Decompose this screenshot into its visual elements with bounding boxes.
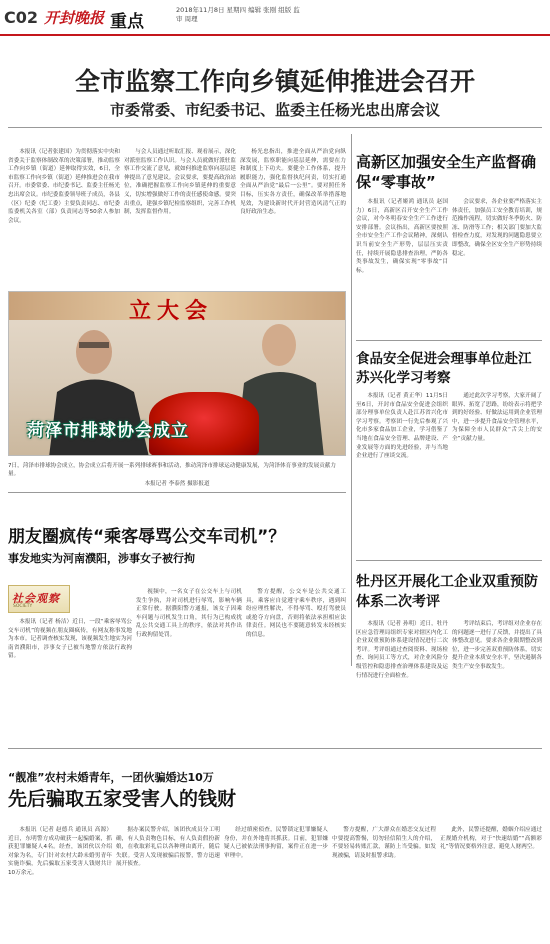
masthead-meta: 2018年11月8日 星期四 编辑 张刚 组版 监审 周理 (176, 6, 300, 23)
mudan-column-1: 本报讯（记者 孙明）近日，牡丹区应急管理局组织专家对辖区内化工企业双重预防体系建设情况进行二次考评。考评组通过查阅资料、现场检查、询问员工等方式，对企业风险分级管控和隐患排查治理体系建设及运行情况进行全面检查。 (356, 621, 448, 679)
divider (8, 492, 346, 493)
news-photo (8, 291, 346, 456)
gx-column-2: 会议要求，各企业要严格落实主体责任，加强员工安全教育培训，规范操作流程，切实做好冬季防火、防冻、防滑等工作；相关部门要加大监督检查力度，对发现的问题隐患要立即整改，确保全区安全生产形势持续稳定。 (452, 199, 542, 257)
fraud-column-1: 本报讯（记者 赵德兵 通讯员 高源）近日，东明警方成功破获一起骗婚案，抓获犯罪嫌疑人4名。经查，该团伙以介绍对象为名，专门针对农村大龄未婚男青年实施诈骗，先后骗取五家受害人钱财共计10万余元。 (8, 827, 112, 876)
photo-caption: 7日，菏泽市排球协会成立，协会成立后将开展一系列排球赛事和活动，推动菏泽市排球运动健康发展，为菏泽体育事业的发展贡献力量。 (8, 463, 336, 478)
gx-column-1: 本报讯（记者姬鸿 通讯员 赵国力）6日，高新区召开安全生产工作会议，对今冬明春安全生产工作进行安排部署。会议指出，高新区要按照全市安全生产工作会议精神，深刻认识当前安全生产形势，层层压实责任，持续开展隐患排查治理，严防各类事故发生，确保实现“零事故”目标。 (356, 199, 448, 274)
fraud-column-3: 经过缜密侦查，民警锁定犯罪嫌疑人身份，并在外地将其抓获。目前，犯罪嫌疑人已被依法刑事拘留，案件正在进一步审理中。 (224, 827, 328, 859)
food-headline: 食品安全促进会理事单位赴江苏兴化学习考察 (356, 351, 532, 386)
fraud-headline: 先后骗取五家受害人的钱财 (8, 788, 237, 810)
bus-subheadline: 事发地实为河南濮阳，涉事女子被行拘 (8, 552, 195, 565)
lead-headline: 全市监察工作向乡镇延伸推进会召开 (74, 67, 475, 96)
food-column-2: 通过此次学习考察，大家开阔了眼界、拓宽了思路，纷纷表示将把学到的好经验、好做法运用到企业管理中，进一步提升食品安全管理水平，为保障全市人民群众“舌尖上的安全”贡献力量。 (452, 393, 542, 442)
divider (8, 748, 542, 749)
photo-headline: 菏泽市排球协会成立 (27, 421, 189, 441)
food-column-1: 本报讯（记者 黄正华）11月5日至6日，开封市食品安全促进会组织部分理事单位负责人赴江苏省兴化市学习考察。考察团一行先后参观了兴化市多家食品加工企业，学习借鉴了当地在食品安全管理、品牌建设、产业发展等方面的先进经验，并与当地企业进行了座谈交流。 (356, 393, 448, 460)
lead-column-2: 与会人员通过听取汇报、观看展示，深化对派驻监察工作认识。与会人员就做好派驻监察工作交流了意见，就如何推进监察向基层延伸提出了意见建议。会议要求，要提高政治站位，准确把握监察工作向乡镇延伸的重要意义，切实增强做好工作的责任感使命感。要突出重点，建强乡镇纪检监察组织，完善工作机制，发挥监督作用。 (124, 149, 236, 216)
page-number: C02 (4, 8, 39, 27)
column-divider (351, 134, 352, 666)
fraud-column-4: 警方提醒，广大群众在婚恋交友过程中要提高警惕，切勿轻信陌生人的介绍，不要轻易转账汇款，谨防上当受骗。如发现被骗，请及时报警求助。 (332, 827, 436, 859)
divider (8, 127, 542, 128)
masthead (0, 0, 550, 36)
mudan-headline: 牡丹区开展化工企业双重预防体系二次考评 (356, 574, 538, 610)
mudan-column-2: 考评结束后，考评组对企业存在的问题逐一进行了反馈，并提出了具体整改意见。要求各企业限期整改到位，进一步完善双重预防体系，切实提升企业本质安全水平，坚决遏制各类生产安全事故发生。 (452, 621, 542, 670)
lead-column-1: 本报讯（记者张建国）为贯彻落实中央和省委关于监察体制改革的决策部署，推动监察工作向乡镇（街道）延伸取得实效，6日，全市监察工作向乡镇（街道）延伸推进会在我市召开。市委常委、市纪委书记、监委主任杨光忠出席会议。市纪委监委领导班子成员，各县（区）纪委（纪工委）主要负责同志、市纪委监委机关各室（部）负责同志等50余人参加会议。 (8, 149, 120, 224)
bus-headline: 朋友圈疯传“乘客辱骂公交车司机”？ (8, 527, 286, 547)
fraud-kicker: “靓准”农村未婚青年，一团伙骗婚达10万 (8, 771, 214, 784)
bus-column-1: 本报讯（记者 杨洁）近日，一段“乘客辱骂公交车司机”的视频在朋友圈疯传，有网友称事发地为本市。记者调查核实发现，该视频发生地实为河南省濮阳市，涉事女子已被当地警方依法行政拘留。 (8, 619, 132, 660)
lead-column-3: 杨光忠指出，推进全面从严治党向纵深发展，监察职能向基层延伸，需要在力和制度上下功夫。要健全工作体系，提升履职能力，强化监督执纪问责，切实打通全面从严治党“最后一公里”。要对照任务目标，压实各方责任，确保改革举措落地见效，为建设新时代开封营造风清气正的良好政治生态。 (240, 149, 346, 216)
paper-name: 开封晚报 (44, 9, 105, 27)
fraud-column-5: 此外，民警还提醒，婚姻介绍应通过正规婚介机构，对于“快速结婚”“高额彩礼”等情况要格外注意，避免人财两空。 (440, 827, 542, 851)
column-logo: 社会观察 SOCIETY (8, 585, 70, 613)
bus-column-3: 警方提醒，公交车是公共交通工具，乘客应自觉遵守乘车秩序，遇到纠纷应理性解决，不得辱骂、殴打驾驶员或抢夺方向盘，否则将依法承担相应法律责任。网民也不要随意转发未经核实的信息。 (246, 589, 346, 638)
divider (356, 340, 542, 341)
fraud-column-2: 据办案民警介绍，该团伙成员分工明确，有人负责物色目标，有人负责假扮新娘，在收取彩礼后以各种理由离开，随后失联。受害人发现被骗后报警，警方迅速展开侦查。 (116, 827, 220, 868)
divider (356, 560, 542, 561)
lead-subheadline: 市委常委、市纪委书记、监委主任杨光忠出席会议 (109, 101, 440, 119)
bus-column-2: 视频中，一名女子在公交车上与司机发生争执，并对司机进行辱骂，影响车辆正常行驶。据濮阳警方通报，该女子因乘车问题与司机发生口角，其行为已构成扰乱公共交通工具上的秩序，依法对其作出行政拘留处罚。 (136, 589, 242, 638)
photo-banner-text: 立大会 (129, 299, 214, 324)
photo-credit: 本报记者 李泰然 摄影报道 (144, 481, 210, 487)
gx-headline: 高新区加强安全生产监督确保“零事故” (356, 153, 537, 191)
section-title: 重点 (110, 12, 144, 32)
